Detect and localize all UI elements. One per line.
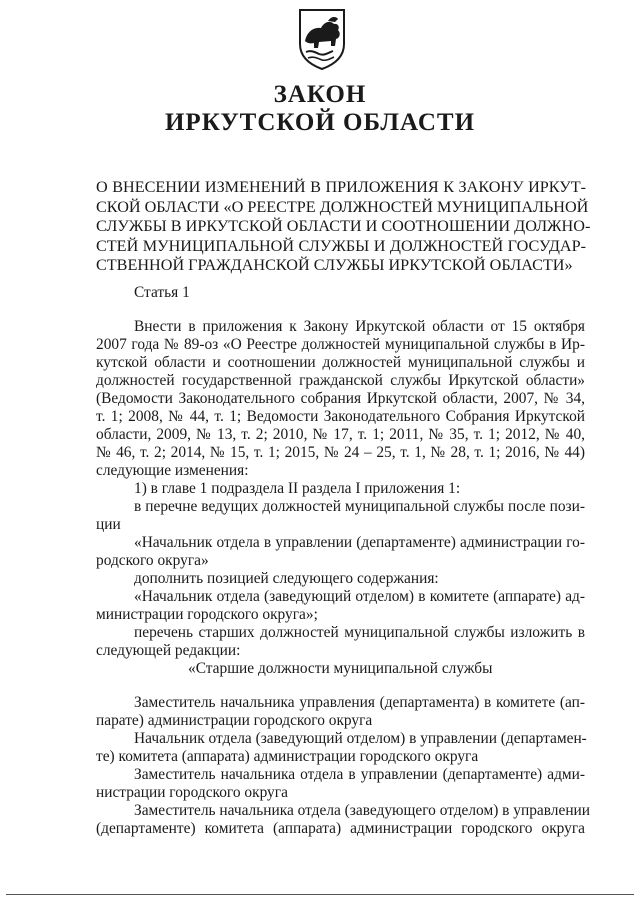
body-line: Внести в приложения к Закону Иркутской области от 15 октября (134, 318, 585, 335)
body-line: перечень старших должностей муниципальной службы изложить в (134, 624, 585, 641)
irkutsk-coat-of-arms-icon (297, 8, 347, 70)
heading-line: СТЕЙ МУНИЦИПАЛЬНОЙ СЛУЖБЫ И ДОЛЖНОСТЕЙ ГОСУДАР- (96, 236, 586, 255)
body-line: т. 1; 2008, № 44, т. 1; Ведомости Законодательного Собрания Иркутской (96, 408, 585, 425)
heading-line: СКОЙ ОБЛАСТИ «О РЕЕСТРЕ ДОЛЖНОСТЕЙ МУНИЦИПАЛЬНОЙ (96, 197, 589, 216)
body-line: 1) в главе 1 подраздела II раздела I приложения 1: (134, 480, 461, 497)
body-line: области, 2009, № 13, т. 2; 2010, № 17, т. 1; 2011, № 35, т. 1; 2012, № 40, (96, 426, 585, 443)
body-line: «Начальник отдела в управлении (департаменте) администрации го- (134, 534, 585, 551)
law-heading (96, 178, 591, 276)
body-line: должностей государственной гражданской службы Иркутской области» (96, 372, 585, 389)
position-line: Начальник отдела (заведующий отделом) в управлении (департамен- (134, 730, 587, 747)
body-line: 2007 года № 89-оз «О Реестре должностей муниципальной службы в Ир- (96, 336, 585, 353)
body-line: дополнить позицией следующего содержания: (134, 570, 439, 587)
heading-line: СЛУЖБЫ В ИРКУТСКОЙ ОБЛАСТИ И СООТНОШЕНИИ ДОЛЖНО- (96, 217, 591, 235)
position-line: (департаменте) комитета (аппарата) администрации городского округа (96, 820, 585, 837)
heading-line: СТВЕННОЙ ГРАЖДАНСКОЙ СЛУЖБЫ ИРКУТСКОЙ ОБЛАСТИ» (96, 256, 573, 274)
position-line: Заместитель начальника отдела (заведующего отделом) в управлении (134, 802, 591, 819)
bottom-divider (6, 894, 634, 895)
body-line: ции (96, 516, 121, 533)
body-line: (Ведомости Законодательного собрания Иркутской области, 2007, № 34, (96, 390, 585, 407)
body-line: кутской области и соотношении должностей муниципальной службы и (96, 354, 585, 371)
body-line: следующей редакции: (96, 642, 241, 659)
position-line: Заместитель начальника управления (департамента) в комитете (ап- (134, 694, 585, 711)
law-title-line1: ЗАКОН (273, 81, 367, 108)
position-line: парате) администрации городского округа (96, 712, 373, 729)
article-label: Статья 1 (134, 284, 190, 301)
body-line: в перечне ведущих должностей муниципальной службы после пози- (134, 498, 585, 515)
body-line: родского округа» (96, 552, 209, 569)
section-subheading: «Старшие должности муниципальной службы (188, 660, 493, 677)
position-line: те) комитета (аппарата) администрации городского округа (96, 748, 479, 765)
position-line: Заместитель начальника отдела в управлении (департаменте) адми- (134, 766, 585, 783)
body-line: следующие изменения: (96, 462, 249, 479)
heading-line: О ВНЕСЕНИИ ИЗМЕНЕНИЙ В ПРИЛОЖЕНИЯ К ЗАКОНУ ИРКУТ- (96, 178, 586, 196)
body-line: № 46, т. 2; 2014, № 15, т. 1; 2015, № 24 – 25, т. 1, № 28, т. 1; 2016, № 44) (96, 444, 585, 461)
body-line: министрации городского округа»; (96, 606, 318, 623)
law-title-line2: ИРКУТСКОЙ ОБЛАСТИ (164, 109, 476, 136)
position-line: нистрации городского округа (96, 784, 288, 801)
body-line: «Начальник отдела (заведующий отделом) в комитете (аппарате) ад- (134, 588, 585, 605)
